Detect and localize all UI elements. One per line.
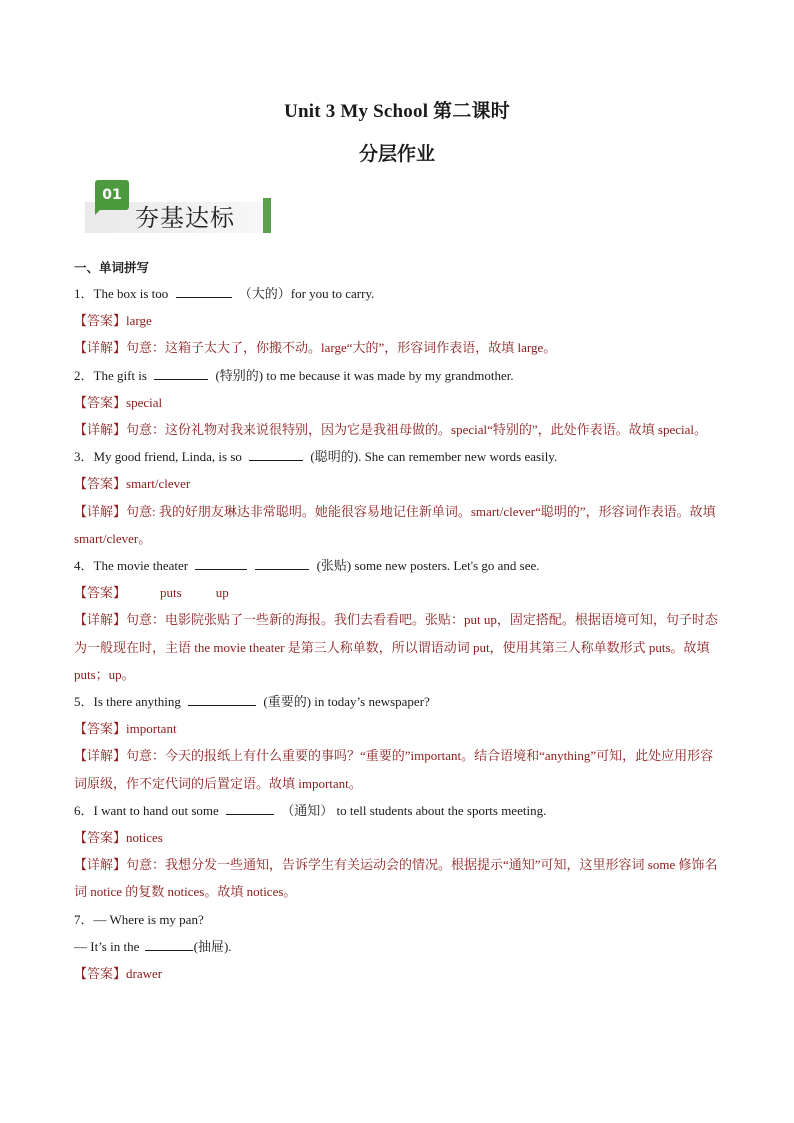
detail-tag: 【详解】 [74, 857, 127, 873]
detail-text: 句意：今天的报纸上有什么重要的事吗？“重要的”important。结合语境和“anything”可知，此处应用形容词原级，作不定代词的后置定语。故填 important。 [74, 748, 714, 791]
question-4 [74, 552, 726, 579]
answer-text: special [126, 394, 163, 410]
question-text: 6．I want to hand out some [74, 802, 223, 818]
answer-tag: 【答案】 [74, 394, 127, 410]
detail-text: 句意：这份礼物对我来说很特别，因为它是我祖母做的。special“特别的”，此处作表语。故填 special。 [126, 422, 707, 438]
exercise-list [74, 280, 726, 987]
answer-tag: 【答案】 [74, 476, 127, 492]
detail-text: 句意：我想分发一些通知，告诉学生有关运动会的情况。根据提示“通知”可知，这里形容词 some 修饰名词 notice 的复数 notices。故填 notices。 [74, 857, 718, 900]
page-title: Unit 3 My School 第二课时 [284, 101, 510, 122]
question-text: — It’s in the [74, 938, 143, 954]
detail-text: 句意：电影院张贴了一些新的海报。我们去看看吧。张贴：put up，固定搭配。根据语境可知，句子时态为一般现在时，主语 the movie theater 是第三人称单数，所以谓语动词 put，使用其第三人称单数形式 puts。故填 puts；up。 [74, 612, 718, 682]
question-text: (抽屉). [193, 938, 232, 954]
question-7-reply [74, 933, 726, 960]
question-text: (特别的) to me because it was made by my grandmother. [212, 367, 514, 383]
banner-accent-bar [263, 198, 271, 233]
answer-text: smart/clever [126, 476, 191, 492]
answer-1 [74, 307, 726, 334]
question-text: (聪明的). She can remember new words easily. [307, 449, 558, 465]
detail-tag: 【详解】 [74, 422, 127, 438]
answer-3 [74, 470, 726, 497]
detail-1 [74, 334, 726, 361]
page-subtitle: 分层作业 [358, 143, 435, 165]
answer-blank [145, 936, 193, 951]
section-banner [85, 180, 271, 233]
question-7: 7．— Where is my pan? [74, 911, 204, 927]
detail-2 [74, 416, 726, 443]
answer-7 [74, 960, 726, 987]
answer-blank [188, 691, 256, 706]
answer-blank [195, 555, 247, 570]
question-text: (张贴) some new posters. Let's go and see. [313, 558, 540, 574]
answer-tag: 【答案】 [74, 830, 127, 846]
question-text: （通知） to tell students about the sports meeting. [278, 802, 547, 818]
question-text: 3．My good friend, Linda, is so [74, 449, 246, 465]
question-text: 2．The gift is [74, 367, 151, 383]
answer-tag: 【答案】 [74, 585, 127, 601]
detail-tag: 【详解】 [74, 503, 127, 519]
question-3 [74, 443, 726, 470]
section-heading: 一、单词拼写 [74, 260, 150, 275]
answer-5 [74, 715, 726, 742]
detail-text: 句意：这箱子太大了，你搬不动。large“大的”，形容词作表语，故填 large。 [126, 340, 557, 356]
question-2 [74, 362, 726, 389]
detail-text: 句意: 我的好朋友琳达非常聪明。她能很容易地记住新单词。smart/clever“聪明的”，形容词作表语。故填 smart/clever。 [74, 503, 716, 546]
answer-blank [255, 555, 309, 570]
detail-6 [74, 851, 726, 905]
answer-blank [154, 365, 208, 380]
answer-blank [226, 800, 274, 815]
question-1 [74, 280, 726, 307]
answer-tag: 【答案】 [74, 313, 127, 329]
answer-text: notices [126, 830, 163, 846]
answer-tag: 【答案】 [74, 721, 127, 737]
answer-2 [74, 389, 726, 416]
detail-4 [74, 606, 726, 688]
answer-blank [249, 446, 303, 461]
detail-3 [74, 498, 726, 552]
question-text: （大的）for you to carry. [235, 286, 375, 301]
answer-blank [176, 283, 232, 298]
answer-4 [74, 579, 726, 606]
answer-text: large [126, 313, 152, 329]
question-5 [74, 688, 726, 715]
detail-tag: 【详解】 [74, 612, 127, 628]
answer-6 [74, 824, 726, 851]
answer-text: up [215, 585, 229, 601]
banner-label: 夯基达标 [135, 204, 235, 232]
banner-number-badge: 01 [95, 180, 129, 210]
detail-5 [74, 742, 726, 796]
detail-tag: 【详解】 [74, 340, 127, 356]
question-text: 1．The box is too [74, 286, 172, 301]
answer-tag: 【答案】 [74, 966, 127, 982]
answer-text: puts [160, 585, 182, 601]
question-text: 5．Is there anything [74, 694, 185, 710]
answer-text: drawer [126, 966, 163, 982]
question-text: 4．The movie theater [74, 558, 192, 574]
detail-tag: 【详解】 [74, 748, 127, 764]
question-6 [74, 797, 726, 824]
question-text: (重要的) in today’s newspaper? [260, 694, 430, 710]
answer-text: important [126, 721, 177, 737]
